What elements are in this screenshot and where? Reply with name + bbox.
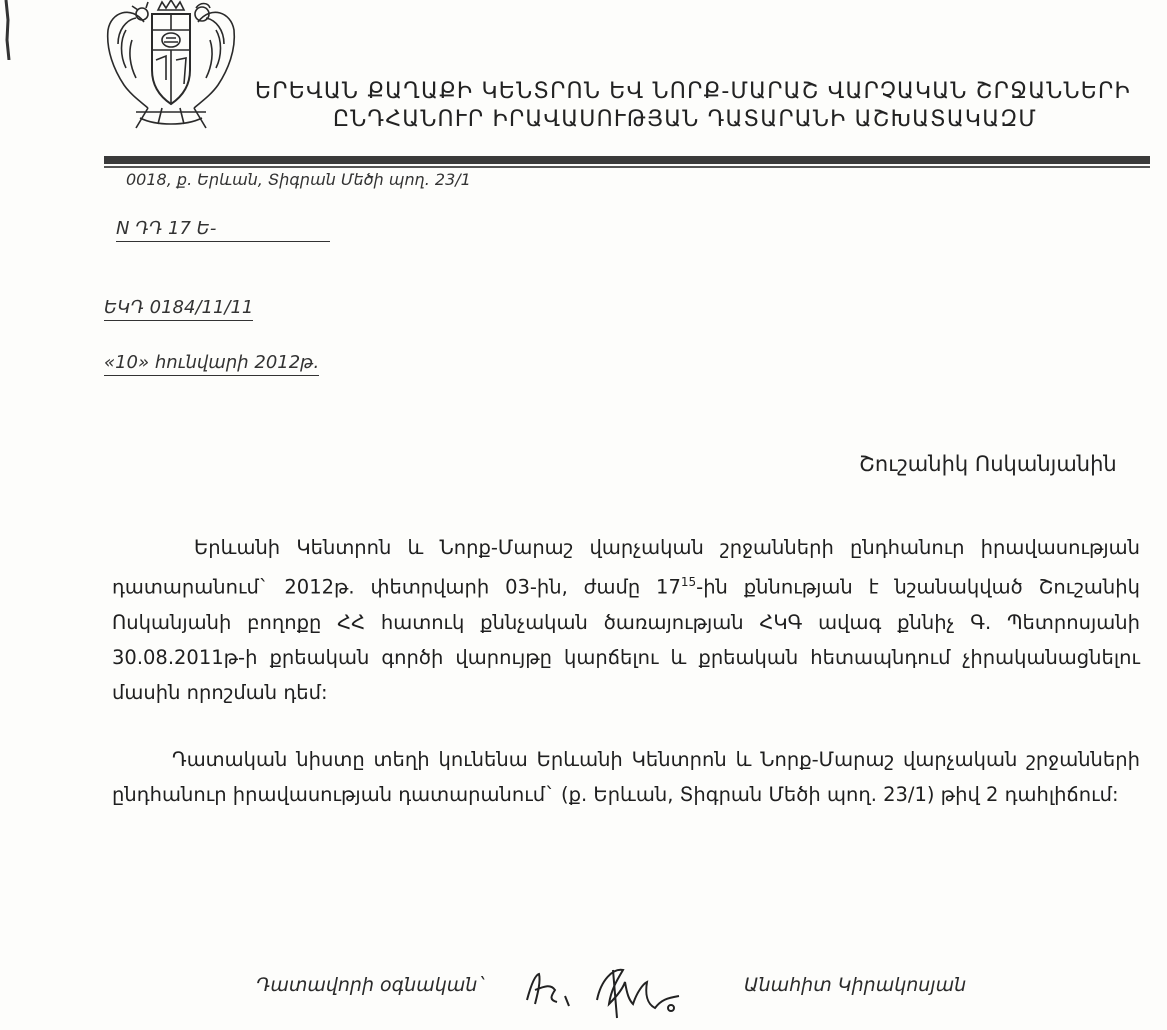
handwritten-signature-icon (521, 960, 706, 1020)
court-name-line-1: ԵՐԵՎԱՆ ՔԱՂԱՔԻ ԿԵՆՏՐՈՆ ԵՎ ՆՈՐՔ-ՄԱՐԱՇ ՎԱՐՉԱԿԱՆ ՇՐՋԱՆՆԵՐԻ (255, 79, 1131, 104)
assistant-title: Դատավորի օգնական` (256, 974, 487, 996)
body-paragraph-2 (112, 742, 1140, 812)
signature-row (256, 970, 1056, 1030)
court-name (255, 78, 1135, 134)
scan-edge-mark (0, 0, 16, 60)
outgoing-number: N ԴԴ 17 Ե- (116, 218, 330, 242)
p1-text-end: -ին քննության է նշանակված Շուշանիկ Ոսկանյանի բողոքը ՀՀ հատուկ քննչական ծառայության ՀԿԳ ավագ քննիչ Գ. Պետրոսյանի 30.08.2011թ-ի քրեական գործի վարույթը կարճելու և քրեական հետապնդում չիրականացնելու մասին որոշման դեմ: (112, 575, 1140, 704)
body-paragraph-1 (112, 530, 1140, 710)
court-name-line-2: ԸՆԴՀԱՆՈՒՐ ԻՐԱՎԱՍՈՒԹՅԱՆ ԴԱՏԱՐԱՆԻ ԱՇԽԱՏԱԿԱԶՄ (333, 107, 1038, 132)
header-rule-thick (104, 156, 1150, 164)
court-address: 0018, ք. Երևան, Տիգրան Մեծի պող. 23/1 (126, 170, 471, 189)
addressee: Շուշանիկ Ոսկանյանին (859, 452, 1117, 476)
p1-text-start: Երևանի Կենտրոն և Նորք-Մարաշ վարչական շրջանների ընդհանուր իրավասության դատարանում` 2012թ. փետրվարի 03-ին, ժամը 17 (112, 536, 1140, 599)
case-number: ԵԿԴ 0184/11/11 (104, 297, 253, 321)
p2-text: Դատական նիստը տեղի կունենա Երևանի Կենտրոն և Նորք-Մարաշ վարչական շրջանների ընդհանուր իրավասության դատարանում` (ք. Երևան, Տիգրան Մեծի պող. 23/1) թիվ 2 դահլիճում: (112, 748, 1140, 806)
p1-time-minutes: 15 (680, 575, 697, 589)
assistant-name: Անահիտ Կիրակոսյան (744, 974, 967, 996)
letter-date: «10» հունվարի 2012թ. (104, 352, 319, 376)
header-rule-thin (104, 166, 1150, 168)
armenian-coat-of-arms-icon (96, 0, 246, 130)
